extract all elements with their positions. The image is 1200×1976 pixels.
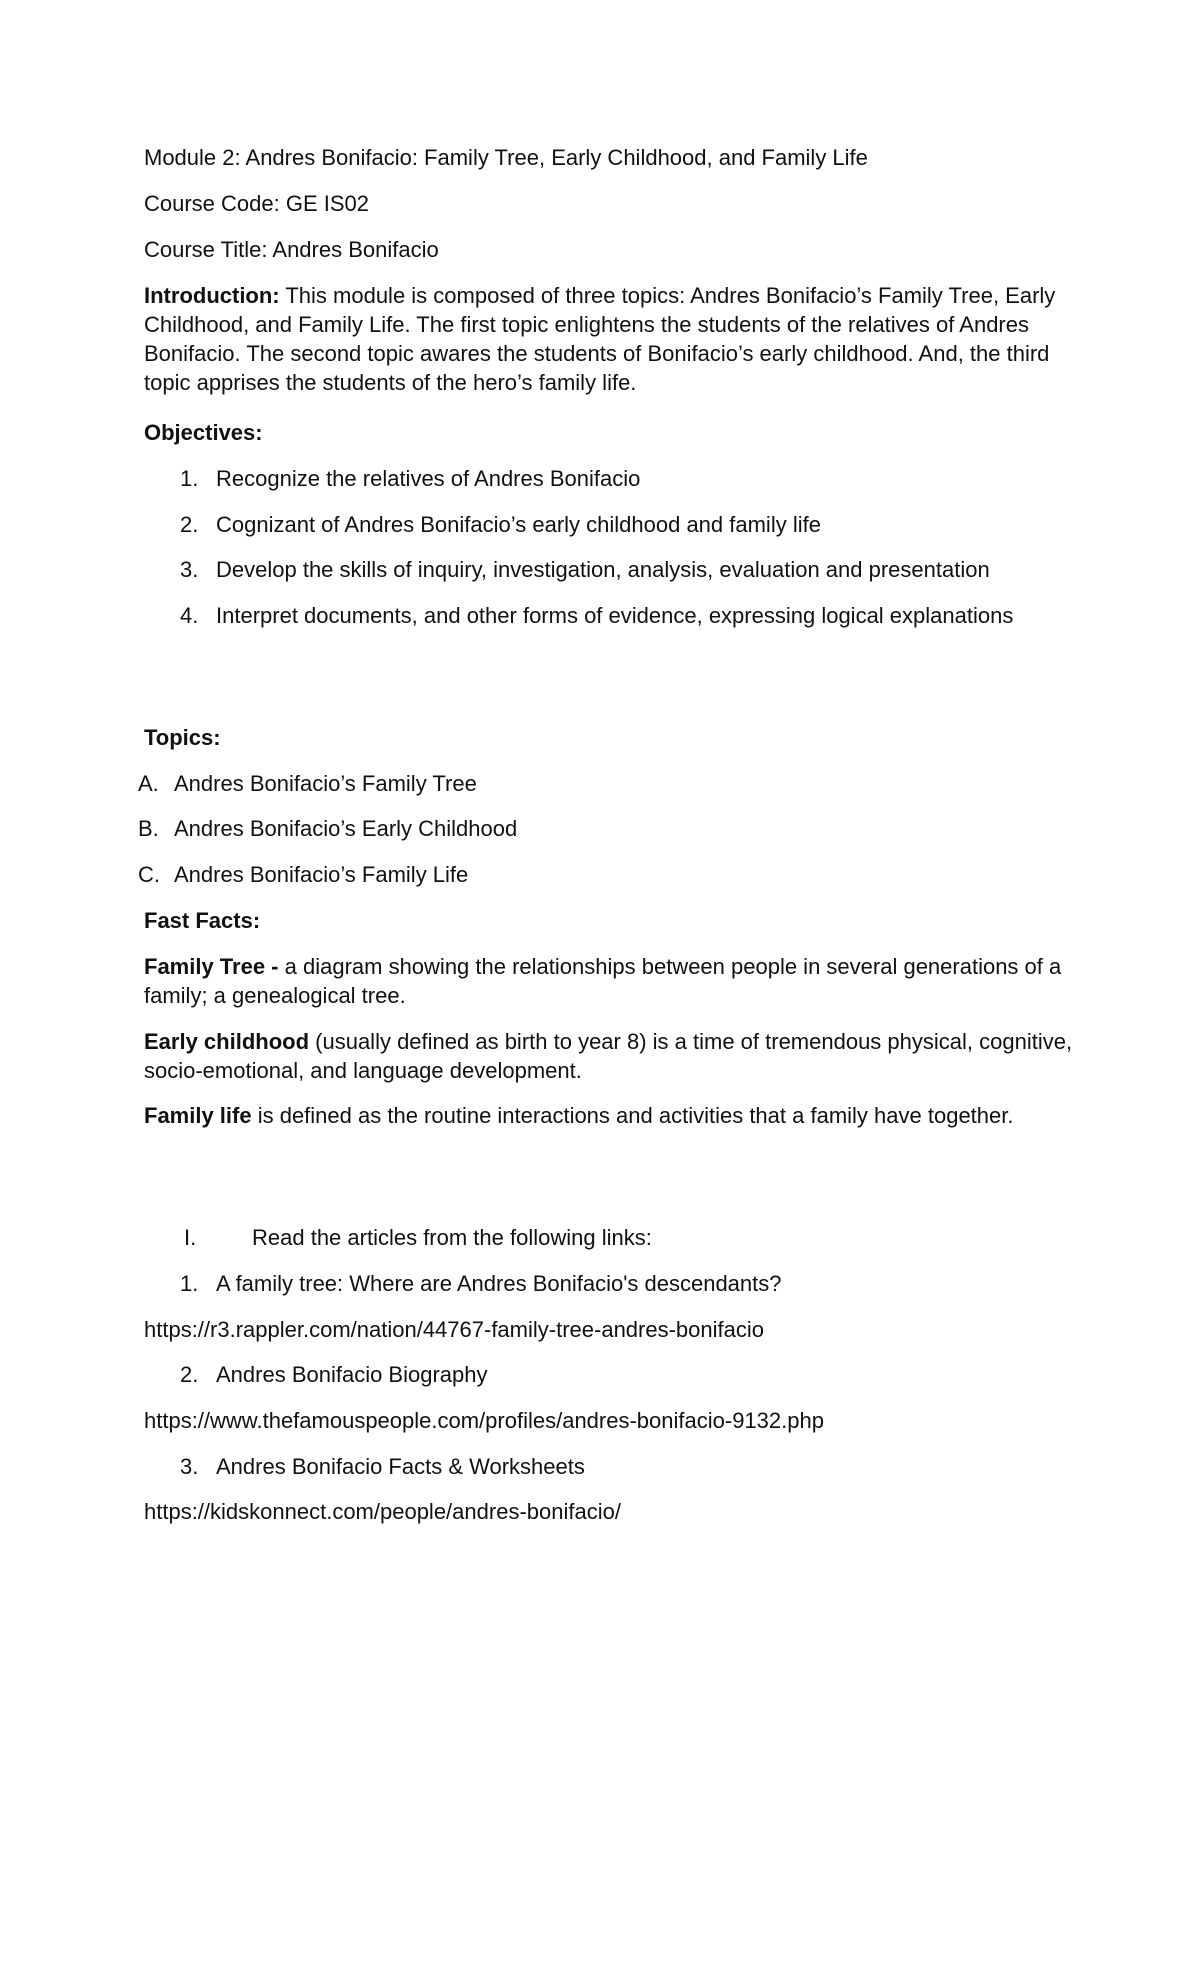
- fact-family-life: [144, 1101, 1074, 1130]
- article-url[interactable]: https://www.thefamouspeople.com/profiles/andres-bonifacio-9132.php: [144, 1408, 824, 1433]
- course-title: Course Title: Andres Bonifacio: [144, 237, 439, 262]
- module-title: Module 2: Andres Bonifacio: Family Tree, Early Childhood, and Family Life: [144, 145, 868, 170]
- objective-item: Interpret documents, and other forms of evidence, expressing logical explanations: [216, 603, 1014, 628]
- link-number: 1.: [180, 1271, 199, 1296]
- fact-early-childhood: [144, 1027, 1074, 1085]
- fact-term: Family Tree -: [144, 954, 279, 979]
- objective-item: Cognizant of Andres Bonifacio’s early childhood and family life: [216, 512, 821, 537]
- topic-letter: C.: [138, 862, 160, 887]
- link-number: 3.: [180, 1454, 199, 1479]
- fast-facts-heading: Fast Facts:: [144, 908, 261, 933]
- fact-family-tree: [144, 952, 1074, 1010]
- introduction-text: This module is composed of three topics: Andres Bonifacio’s Family Tree, Early Childhood, and Family Life. The first topic enlightens the students of the relatives of Andres Bonifacio. The second topic awares the students of Bonifacio’s early childhood. And, the third topic apprises the students of the hero’s family life.: [144, 283, 1056, 395]
- objectives-heading: Objectives:: [144, 420, 263, 445]
- article-title: Andres Bonifacio Facts & Worksheets: [216, 1454, 585, 1479]
- objective-number: 4.: [180, 603, 199, 628]
- topic-letter: A.: [138, 771, 159, 796]
- topic-letter: B.: [138, 816, 159, 841]
- topic-item: Andres Bonifacio’s Family Tree: [174, 771, 477, 796]
- section-numeral: I.: [184, 1225, 197, 1250]
- topic-item: Andres Bonifacio’s Family Life: [174, 862, 469, 887]
- article-url[interactable]: https://r3.rappler.com/nation/44767-family-tree-andres-bonifacio: [144, 1317, 764, 1342]
- topics-heading: Topics:: [144, 725, 221, 750]
- fact-term: Family life: [144, 1103, 252, 1128]
- reading-instruction: Read the articles from the following links:: [252, 1225, 652, 1250]
- objective-number: 1.: [180, 466, 199, 491]
- link-number: 2.: [180, 1362, 199, 1387]
- introduction-label: Introduction:: [144, 283, 280, 308]
- article-url[interactable]: https://kidskonnect.com/people/andres-bonifacio/: [144, 1499, 621, 1524]
- objective-number: 3.: [180, 557, 199, 582]
- topic-item: Andres Bonifacio’s Early Childhood: [174, 816, 518, 841]
- objective-number: 2.: [180, 512, 199, 537]
- article-title: Andres Bonifacio Biography: [216, 1362, 488, 1387]
- objective-item: Recognize the relatives of Andres Bonifacio: [216, 466, 641, 491]
- fact-term: Early childhood: [144, 1029, 310, 1054]
- article-title: A family tree: Where are Andres Bonifacio's descendants?: [216, 1271, 782, 1296]
- fact-definition: is defined as the routine interactions and activities that a family have together.: [251, 1103, 1014, 1128]
- course-code: Course Code: GE IS02: [144, 191, 370, 216]
- objective-item: Develop the skills of inquiry, investigation, analysis, evaluation and presentation: [216, 557, 990, 582]
- fact-definition: (usually defined as birth to year 8) is a time of tremendous physical, cognitive, socio-emotional, and language development.: [144, 1029, 1073, 1083]
- introduction-paragraph: [144, 281, 1074, 397]
- fact-definition: a diagram showing the relationships between people in several generations of a family; a genealogical tree.: [144, 954, 1062, 1008]
